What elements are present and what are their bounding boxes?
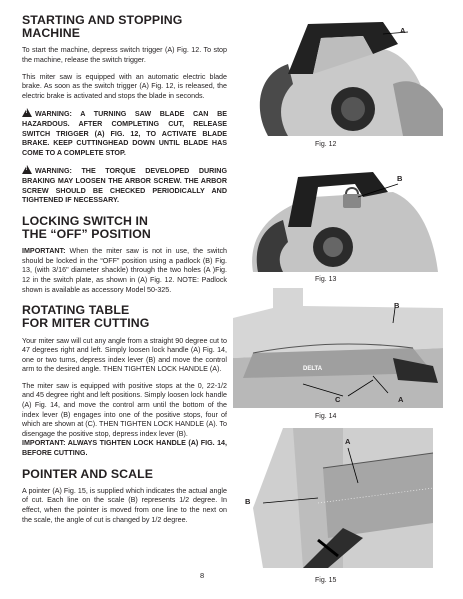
warning-triangle-icon (22, 108, 32, 117)
heading-starting: STARTING AND STOPPING MACHINE (22, 13, 183, 41)
warning-text: WARNING: THE TORQUE DEVELOPED DURING BRAKING MAY LOOSEN THE ARBOR SCREW. THE ARBOR SCREW SHOULD BE CHECKED PERIODICALLY AND TIGHTENED IF NECESSARY. (22, 167, 227, 205)
important-label: IMPORTANT: (22, 247, 66, 256)
fig12-caption: Fig. 12 (315, 141, 337, 148)
fig15-callout-a: A (345, 437, 351, 446)
para-rotating-2: The miter saw is equipped with positive stops at the 0, 22-1/2 and 45 degree right and left positions. Simply loosen lock handle (A) Fig. 14, and move the control arm until the bottom of the index lever (B) engages into one of the positive stops, four of which are shown at (C). THEN TIGHTEN LOCK HANDLE (A). To disengage the positive stop, depress index lever (B). (22, 381, 227, 438)
fig13-caption: Fig. 13 (315, 276, 337, 283)
para-rotating-important: IMPORTANT: ALWAYS TIGHTEN LOCK HANDLE (A) FIG. 14, BEFORE CUTTING. (22, 439, 227, 458)
figure-14-image (233, 288, 443, 408)
para-locking (22, 247, 227, 295)
para-blade-brake: This miter saw is equipped with an automatic electric blade brake. As soon as the switch trigger (A) Fig. 12, is released, the electric brake is activated and stops the blade in seconds. (22, 72, 227, 100)
fig14-callout-a: A (398, 395, 404, 404)
locking-body: When the miter saw is not in use, the switch should be locked in the “OFF” position using a padlock (B) Fig. 13, (with 3/16" diameter shackle) through the two holes (A )Fig. 12 in the switch plate, as shown in (A) Fig. 12. NOTE: Padlock shown is available as accessory Model 50-325. (22, 247, 227, 294)
heading-rotating-table: ROTATING TABLE FOR MITER CUTTING (22, 303, 150, 331)
heading-pointer-scale: POINTER AND SCALE (22, 466, 154, 481)
fig14-callout-b: B (394, 301, 400, 310)
heading-locking-switch: LOCKING SWITCH IN THE “OFF” POSITION (22, 213, 151, 241)
figure-12-image (233, 14, 443, 136)
warning-text: WARNING: A TURNING SAW BLADE CAN BE HAZARDOUS. AFTER COMPLETING CUT, RELEASE SWITCH TRIGGER (A) FIG. 12, TO ACTIVATE BLADE BRAKE. KEEP CUTTINGHEAD DOWN UNTIL BLADE HAS COME TO A COMPLETE STOP. (22, 110, 227, 157)
para-rotating-1: Your miter saw will cut any angle from a straight 90 degree cut to 47 degrees right and left. Simply loosen lock handle (A) Fig. 14, one or two turns, depress index lever (B) and move the control arm to the desired angle. THEN TIGHTEN LOCK HANDLE (A). (22, 336, 227, 374)
para-start-stop: To start the machine, depress switch trigger (A) Fig. 12. To stop the machine, release the switch trigger. (22, 46, 227, 64)
delta-logo-text: DELTA (303, 366, 323, 372)
warning-triangle-icon (22, 165, 32, 174)
fig14-callout-c: C (335, 395, 341, 404)
fig12-callout-a: A (400, 26, 406, 35)
figure-15-image (233, 428, 443, 568)
page-number: 8 (200, 571, 205, 580)
fig13-callout-b: B (397, 174, 403, 183)
text-column (22, 14, 227, 532)
para-pointer: A pointer (A) Fig. 15, is supplied which indicates the actual angle of cut. Each line on the scale (B) represents 1/2 degree. In effect, when the pointer is moved from one line to the next on the scale, the angle of cut is changed by 1/2 degree. (22, 486, 227, 524)
fig15-callout-b: B (245, 497, 251, 506)
warning-torque (22, 165, 227, 205)
fig14-caption: Fig. 14 (315, 413, 337, 420)
figure-13-image (233, 152, 443, 272)
fig15-caption: Fig. 15 (315, 577, 337, 584)
warning-turning-blade (22, 108, 227, 158)
